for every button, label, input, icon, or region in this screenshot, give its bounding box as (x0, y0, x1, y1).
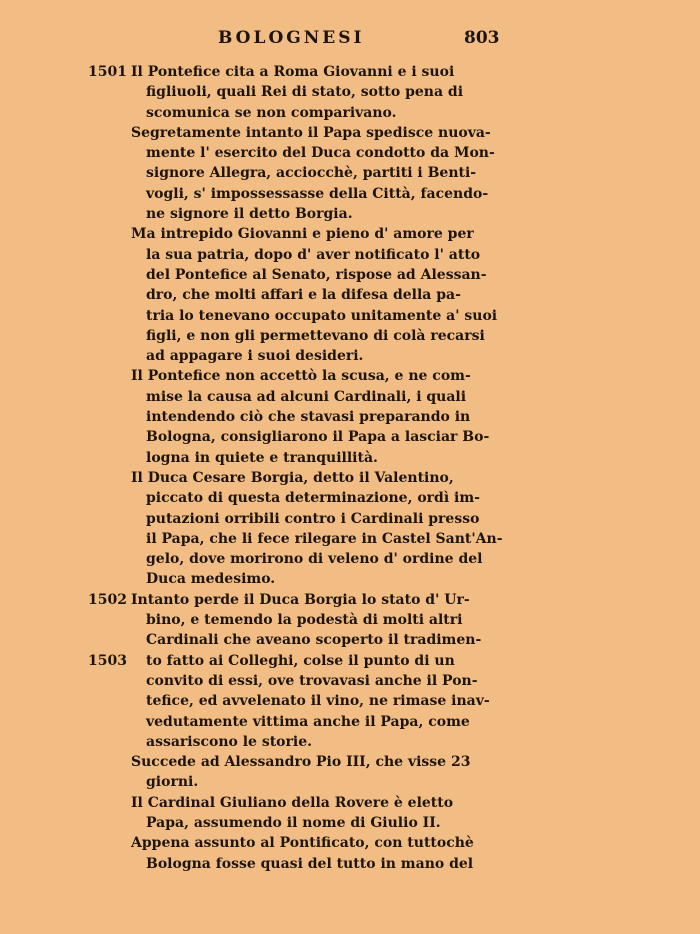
line-text: vedutamente vittima anche il Papa, come (146, 713, 470, 730)
line-text: tria lo tenevano occupato unitamente a' suoi (146, 307, 498, 324)
line-text: figliuoli, quali Rei di stato, sotto pena di (146, 84, 464, 101)
line-text: logna in quiete e tranquillità. (146, 449, 378, 466)
line-text: Intanto perde il Duca Borgia lo stato d' Ur- (131, 591, 470, 608)
line-text: intendendo ciò che stavasi preparando in (146, 409, 471, 426)
text-line (0, 671, 700, 691)
text-line (0, 366, 700, 386)
text-line (0, 82, 700, 102)
line-text: to fatto ai Colleghi, colse il punto di un (146, 652, 455, 669)
text-line (0, 326, 700, 346)
text-line (0, 651, 700, 671)
line-text: Bologna fosse quasi del tutto in mano del (146, 855, 474, 872)
line-text: gelo, dove morirono di veleno d' ordine del (146, 551, 483, 568)
line-text: tefice, ed avvelenato il vino, ne rimase inav- (146, 693, 490, 710)
line-text: ne signore il detto Borgia. (146, 206, 353, 223)
text-line (0, 854, 700, 874)
line-text: vogli, s' impossessasse della Città, facendo- (146, 185, 489, 202)
text-line (0, 224, 700, 244)
line-text: figli, e non gli permettevano di colà recarsi (146, 327, 485, 344)
line-text: Cardinali che aveano scoperto il tradimen- (146, 632, 482, 649)
text-line (0, 143, 700, 163)
line-text: Papa, assumendo il nome di Giulio II. (146, 814, 441, 831)
line-text: assariscono le storie. (146, 733, 312, 750)
text-line (0, 488, 700, 508)
line-text: signore Allegra, acciocchè, partiti i Benti- (146, 165, 477, 182)
text-line (0, 752, 700, 772)
text-line (0, 468, 700, 488)
line-text: mente l' esercito del Duca condotto da Mon- (146, 145, 495, 162)
line-text: Il Duca Cesare Borgia, detto il Valentino, (131, 469, 454, 486)
line-text: Bologna, consigliarono il Papa a lasciar Bo- (146, 429, 490, 446)
page-header (0, 28, 700, 52)
line-text: ad appagare i suoi desideri. (146, 348, 364, 365)
line-text: il Papa, che li fece rilegare in Castel Sant'An- (146, 530, 503, 547)
text-line (0, 163, 700, 183)
text-line (0, 793, 700, 813)
text-line (0, 103, 700, 123)
text-line (0, 123, 700, 143)
text-line (0, 833, 700, 853)
line-text: Succede ad Alessandro Pio III, che visse 23 (131, 754, 471, 771)
text-line (0, 732, 700, 752)
line-text: Segretamente intanto il Papa spedisce nuova- (131, 124, 491, 141)
text-line (0, 306, 700, 326)
line-text: Duca medesimo. (146, 571, 276, 588)
line-text: convito di essi, ove trovavasi anche il Pon- (146, 672, 478, 689)
line-text: Il Cardinal Giuliano della Rovere è eletto (131, 794, 454, 811)
text-line (0, 509, 700, 529)
line-text: Ma intrepido Giovanni e pieno d' amore per (131, 226, 474, 243)
line-text: mise la causa ad alcuni Cardinali, i quali (146, 388, 467, 405)
line-text: piccato di questa determinazione, ordì im- (146, 490, 480, 507)
text-line (0, 630, 700, 650)
text-line (0, 62, 700, 82)
text-line (0, 184, 700, 204)
text-line (0, 265, 700, 285)
text-line (0, 549, 700, 569)
text-line (0, 448, 700, 468)
text-line (0, 427, 700, 447)
line-text: Il Pontefice non accettò la scusa, e ne com- (131, 368, 471, 385)
text-line (0, 204, 700, 224)
line-text: giorni. (146, 774, 199, 791)
text-line (0, 590, 700, 610)
line-text: putazioni orribili contro i Cardinali presso (146, 510, 480, 527)
line-text: bino, e temendo la podestà di molti altri (146, 612, 463, 629)
text-line (0, 407, 700, 427)
line-text: Appena assunto al Pontificato, con tuttochè (131, 835, 474, 852)
margin-year: 1503 (88, 652, 127, 669)
margin-year: 1501 (88, 64, 127, 80)
line-text: la sua patria, dopo d' aver notificato l' atto (146, 246, 481, 263)
line-text: Il Pontefice cita a Roma Giovanni e i suoi (131, 64, 455, 80)
text-line (0, 569, 700, 589)
page-number: 803 (464, 28, 500, 48)
line-text: del Pontefice al Senato, rispose ad Alessan- (146, 266, 487, 283)
text-line (0, 387, 700, 407)
text-line (0, 691, 700, 711)
text-line (0, 346, 700, 366)
text-line (0, 610, 700, 630)
text-line (0, 813, 700, 833)
line-text: dro, che molti affari e la difesa della pa- (146, 287, 461, 304)
line-text: scomunica se non comparivano. (146, 104, 397, 121)
text-line (0, 712, 700, 732)
text-line (0, 285, 700, 305)
margin-year: 1502 (88, 591, 127, 608)
text-line (0, 529, 700, 549)
running-head: BOLOGNESI (218, 28, 365, 48)
text-line (0, 772, 700, 792)
text-body (0, 62, 700, 874)
text-line (0, 245, 700, 265)
